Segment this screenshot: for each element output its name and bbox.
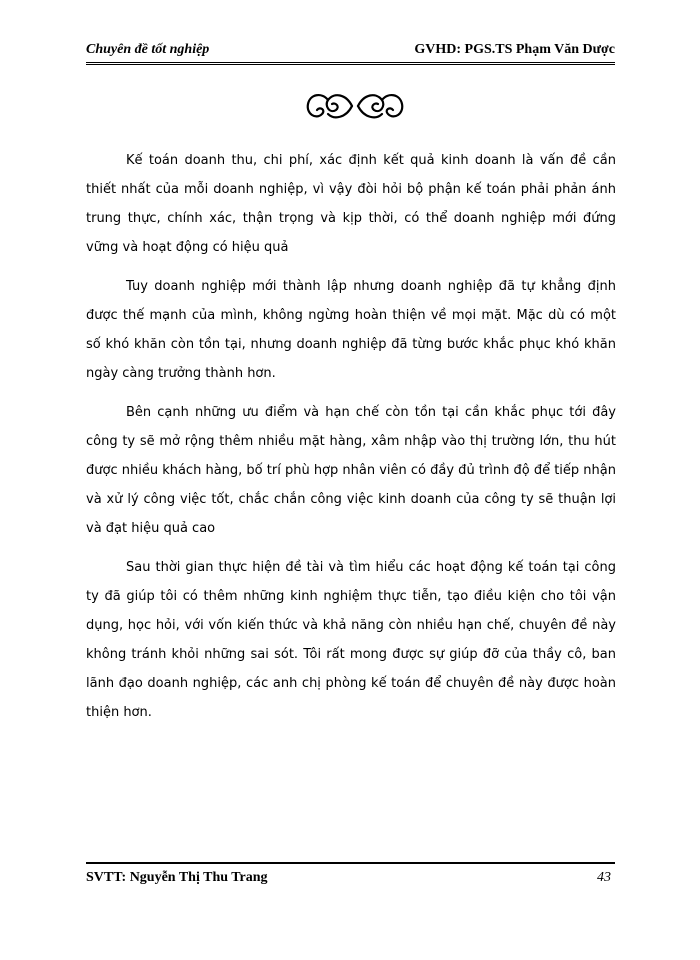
paragraph-3: Bên cạnh những ưu điểm và hạn chế còn tồn tại cần khắc phục tới đây công ty sẽ mở rộng thêm nhiều mặt hàng, xâm nhập vào thị trường lớn, thu hút được nhiều khách hàng, bố trí phù hợp nhân viên có đầy đủ trình độ để tiếp nhận và xử lý công việc tốt, chắc chắn công việc kinh doanh của công ty sẽ thuận lợi và đạt hiệu quả cao xyxy=(86,405,616,536)
header-document-title: Chuyên đề tốt nghiệp xyxy=(86,42,210,57)
header-advisor: GVHD: PGS.TS Phạm Văn Dược xyxy=(414,42,615,57)
paragraph-2: Tuy doanh nghiệp mới thành lập nhưng doanh nghiệp đã tự khẳng định được thế mạnh của mình, không ngừng hoàn thiện về mọi mặt. Mặc dù có một số khó khăn còn tồn tại, nhưng doanh nghiệp đã từng bước khắc phục khó khăn ngày càng trưởng thành hơn. xyxy=(86,279,616,381)
footer-student-name: SVTT: Nguyễn Thị Thu Trang xyxy=(86,870,268,885)
paragraph-1: Kế toán doanh thu, chi phí, xác định kết quả kinh doanh là vấn đề cần thiết nhất của mỗi doanh nghiệp, vì vậy đòi hỏi bộ phận kế toán phải phản ánh trung thực, chính xác, thận trọng và kịp thời, có thể doanh nghiệp mới đứng vững và hoạt động có hiệu quả xyxy=(86,153,616,255)
page-footer xyxy=(86,862,615,890)
page-header xyxy=(86,38,615,65)
decorative-scroll-ornament-icon xyxy=(300,86,410,126)
paragraph-4: Sau thời gian thực hiện đề tài và tìm hiểu các hoạt động kế toán tại công ty đã giúp tôi có thêm những kinh nghiệm thực tiễn, tạo điều kiện cho tôi vận dụng, học hỏi, với vốn kiến thức và khả năng còn nhiều hạn chế, chuyên đề này không tránh khỏi những sai sót. Tôi rất mong được sự giúp đỡ của thầy cô, ban lãnh đạo doanh nghiệp, các anh chị phòng kế toán để chuyên đề này được hoàn thiện hơn. xyxy=(86,560,616,720)
page-number: 43 xyxy=(597,870,611,885)
document-body xyxy=(86,146,616,737)
